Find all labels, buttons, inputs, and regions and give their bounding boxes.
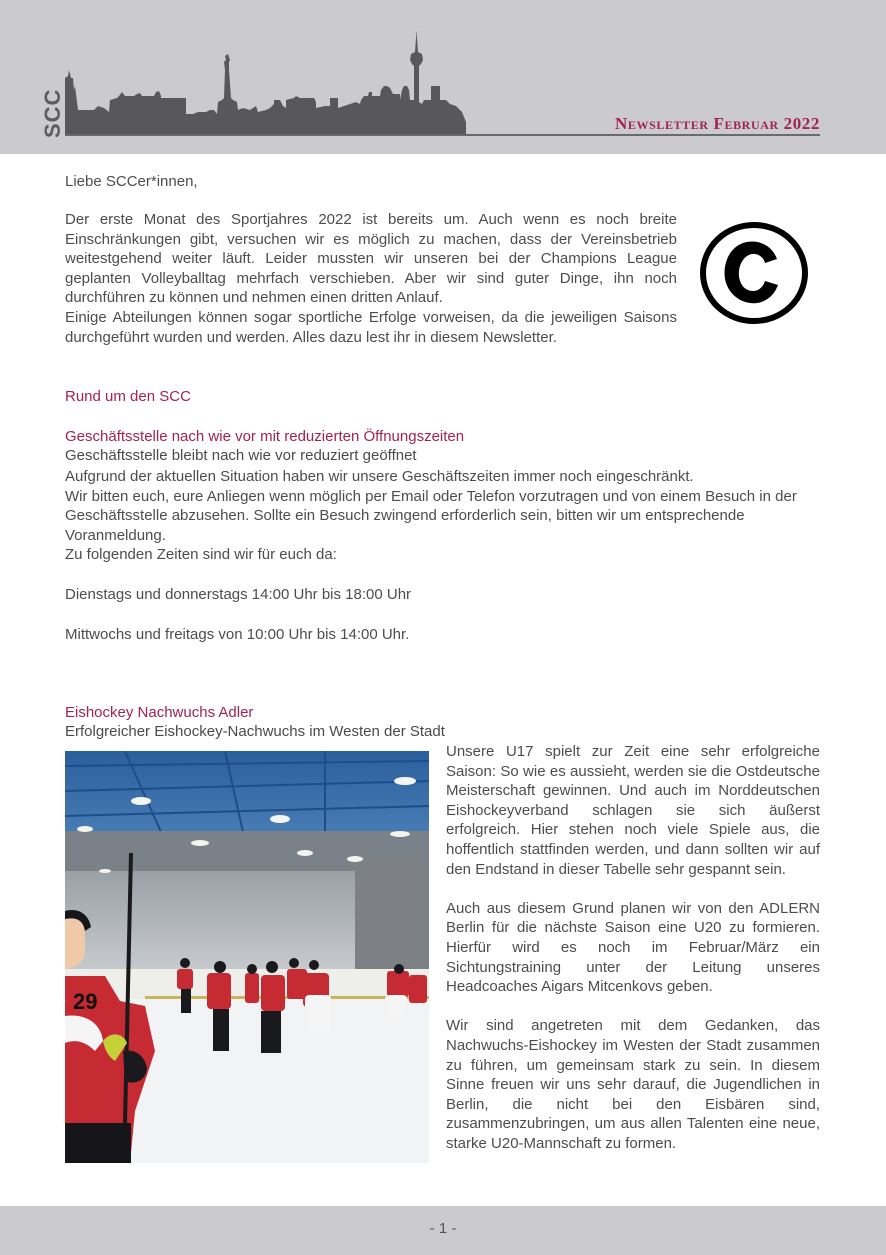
svg-text:SCC: SCC: [40, 88, 65, 138]
article-title: Eishockey Nachwuchs Adler: [65, 704, 254, 721]
article-subtitle: Geschäftsstelle bleibt nach wie vor reduziert geöffnet: [65, 447, 417, 464]
article-subtitle: Erfolgreicher Eishockey-Nachwuchs im Westen der Stadt: [65, 723, 445, 740]
article-paragraph: Unsere U17 spielt zur Zeit eine sehr erfolgreiche Saison: So wie es aussieht, werden sie die Ostdeutsche Meisterschaft gewinnen. Und auch im Norddeutschen Eishockeyverband schlagen sie sich äußerst erfolgreich. Hier stehen noch viele Spiele aus, die hoffentlich stattfinden werden, und dann sollten wir auf den Endstand in dieser Tabelle sehr gespannt sein.: [446, 743, 820, 878]
opening-hours-1: Dienstags und donnerstags 14:00 Uhr bis 18:00 Uhr: [65, 586, 412, 603]
article-body-line: Zu folgenden Zeiten sind wir für euch da:: [65, 546, 337, 564]
article-body-line: Aufgrund der aktuellen Situation haben wir unsere Geschäftszeiten immer noch eingeschränkt.: [65, 468, 694, 485]
article-body: [65, 467, 823, 565]
intro-text: [65, 210, 677, 347]
header-rule: [65, 134, 820, 136]
intro-paragraph: Der erste Monat des Sportjahres 2022 ist bereits um. Auch wenn es noch breite Einschränkungen gibt, versuchen wir es möglich zu machen, dass der Vereinsbetrieb weitestgehend weiter läuft. Leider mussten wir unseren bei der Champions League geplanten Volleyballtag mehrfach verschieben. Aber wir sind guter Dinge, ihn noch durchführen zu können und nehmen einen dritten Anlauf.: [65, 211, 677, 307]
page-number: - 1 -: [429, 1220, 457, 1237]
greeting: Liebe SCCer*innen,: [65, 173, 198, 190]
newsletter-title: Newsletter Februar 2022: [615, 114, 820, 133]
section-heading: Rund um den SCC: [65, 388, 191, 405]
article-title: Geschäftsstelle nach wie vor mit reduzierten Öffnungszeiten: [65, 428, 465, 445]
page-footer: [0, 1206, 886, 1255]
opening-hours-2: Mittwochs und freitags von 10:00 Uhr bis 14:00 Uhr.: [65, 626, 410, 643]
scc-logo: [40, 89, 65, 138]
copyright-icon: [699, 221, 809, 325]
article-body-line: Wir bitten euch, eure Anliegen wenn möglich per Email oder Telefon vorzutragen und von einem Besuch in der Geschäftsstelle abzusehen. Sollte ein Besuch zwingend erforderlich sein, bitten wir um entsprechende Voranmeldung.: [65, 487, 797, 544]
article-paragraph: Wir sind angetreten mit dem Gedanken, das Nachwuchs-Eishockey im Westen der Stadt zusammen zu führen, um gemeinsam stark zu sein. In diesem Sinne freuen wir uns sehr darauf, die Jugendlichen in Berlin, die nicht bei den Eisbären sind, zusammenzubringen, um aus allen Talenten eine neue, starke U20-Mannschaft zu formen.: [446, 1017, 820, 1152]
jersey-number: 29: [73, 989, 98, 1014]
berlin-skyline-icon: [38, 26, 478, 138]
newsletter-header: [0, 0, 886, 154]
ice-hockey-team-photo: [65, 751, 429, 1163]
intro-paragraph-2: Einige Abteilungen können sogar sportliche Erfolge vorweisen, da die jeweiligen Saisons durchgeführt wurden und werden. Alles dazu lest ihr in diesem Newsletter.: [65, 308, 677, 346]
article-body: [446, 742, 820, 1173]
article-paragraph: Auch aus diesem Grund planen wir von den ADLERN Berlin für die nächste Saison eine U20 zu formieren. Hierfür wird es noch im Februar/März ein Sichtungstraining unter der Leitung unseres Headcoaches Aigars Mitcenkovs geben.: [446, 899, 820, 996]
